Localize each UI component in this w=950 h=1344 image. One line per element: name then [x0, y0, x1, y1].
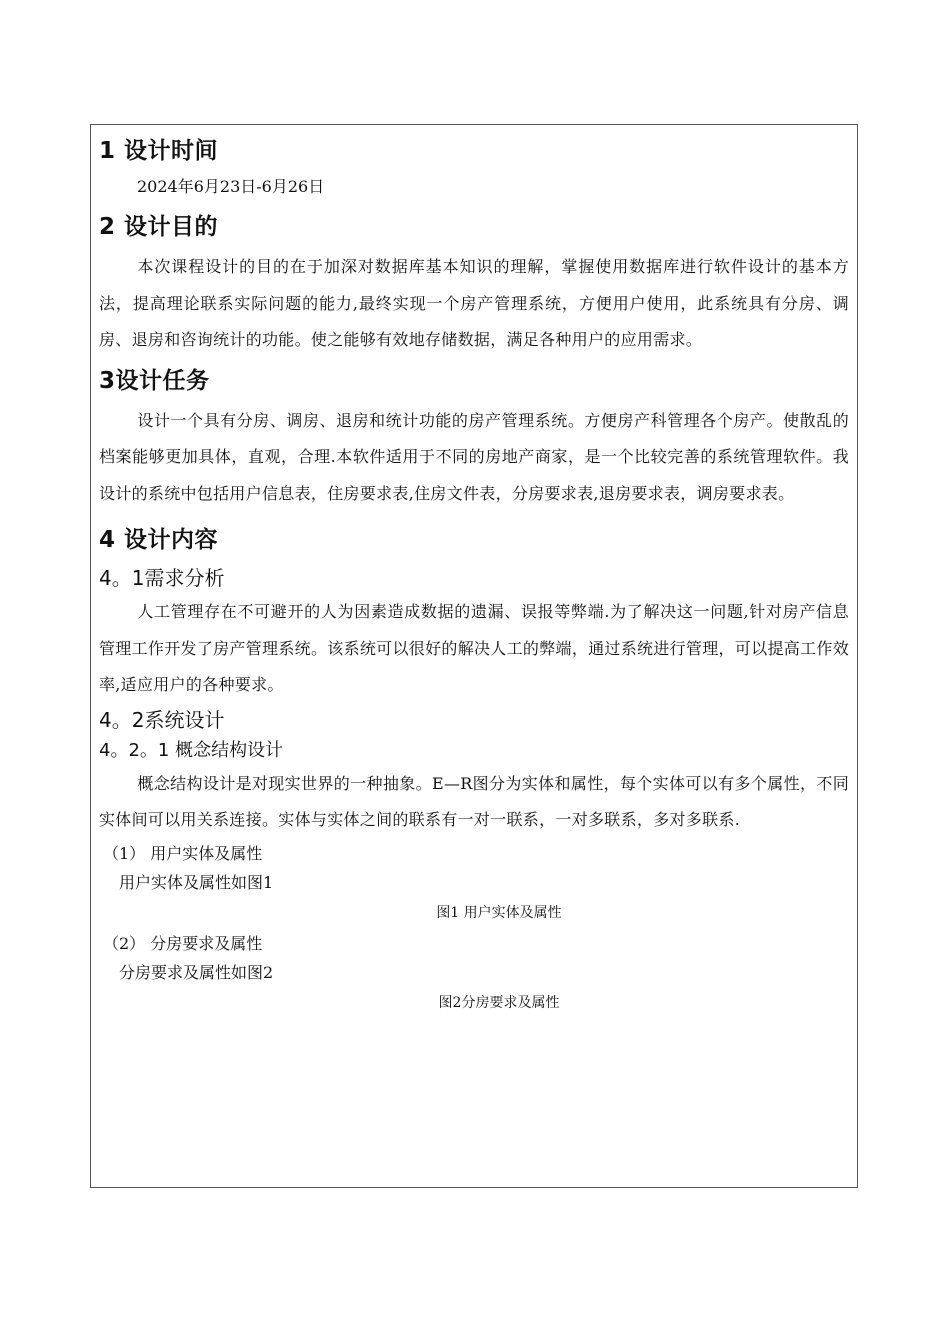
section-1-title: 1 设计时间: [99, 138, 219, 164]
list-item-allocation-requirement-desc: 分房要求及属性如图2: [119, 962, 274, 982]
figure-2-caption: 图2分房要求及属性: [438, 994, 560, 1011]
list-item-user-entity: （1） 用户实体及属性: [103, 843, 263, 863]
design-date: 2024年6月23日-6月26日: [137, 177, 325, 196]
section-4-1-title: 4。1需求分析: [99, 566, 225, 590]
section-4-1-paragraph: 人工管理存在不可避开的人为因素造成数据的遗漏、误报等弊端.为了解决这一问题,针对房产信息管理工作开发了房产管理系统。该系统可以很好的解决人工的弊端，通过系统进行管理，可以提高工作效率,适应用户的各种要求。: [99, 602, 849, 694]
section-4-2-1-paragraph: 概念结构设计是对现实世界的一种抽象。E—R图分为实体和属性，每个实体可以有多个属性，不同实体间可以用关系连接。实体与实体之间的联系有一对一联系，一对多联系，多对多联系.: [99, 773, 849, 829]
section-4-2-title: 4。2系统设计: [99, 707, 225, 732]
section-2-title: 2 设计目的: [99, 214, 219, 240]
section-3-paragraph: 设计一个具有分房、调房、退房和统计功能的房产管理系统。方便房产科管理各个房产。使散乱的档案能够更加具体，直观，合理.本软件适用于不同的房地产商家，是一个比较完善的系统管理软件。我设计的系统中包括用户信息表，住房要求表,住房文件表，分房要求表,退房要求表，调房要求表。: [99, 410, 849, 503]
list-item-user-entity-desc: 用户实体及属性如图1: [119, 872, 274, 892]
section-2-paragraph: 本次课程设计的目的在于加深对数据库基本知识的理解，掌握使用数据库进行软件设计的基本方法，提高理论联系实际问题的能力,最终实现一个房产管理系统，方便用户使用，此系统具有分房、调房、退房和咨询统计的功能。使之能够有效地存储数据，满足各种用户的应用需求。: [99, 257, 849, 349]
document-content: [99, 133, 849, 1019]
list-item-allocation-requirement: （2） 分房要求及属性: [103, 933, 263, 953]
section-4-2-1-title: 4。2。1 概念结构设计: [99, 739, 284, 761]
section-4-title: 4 设计内容: [99, 527, 219, 553]
figure-1-caption: 图1 用户实体及属性: [436, 904, 562, 921]
document-frame: [90, 124, 858, 1188]
section-3-title: 3设计任务: [99, 367, 210, 394]
